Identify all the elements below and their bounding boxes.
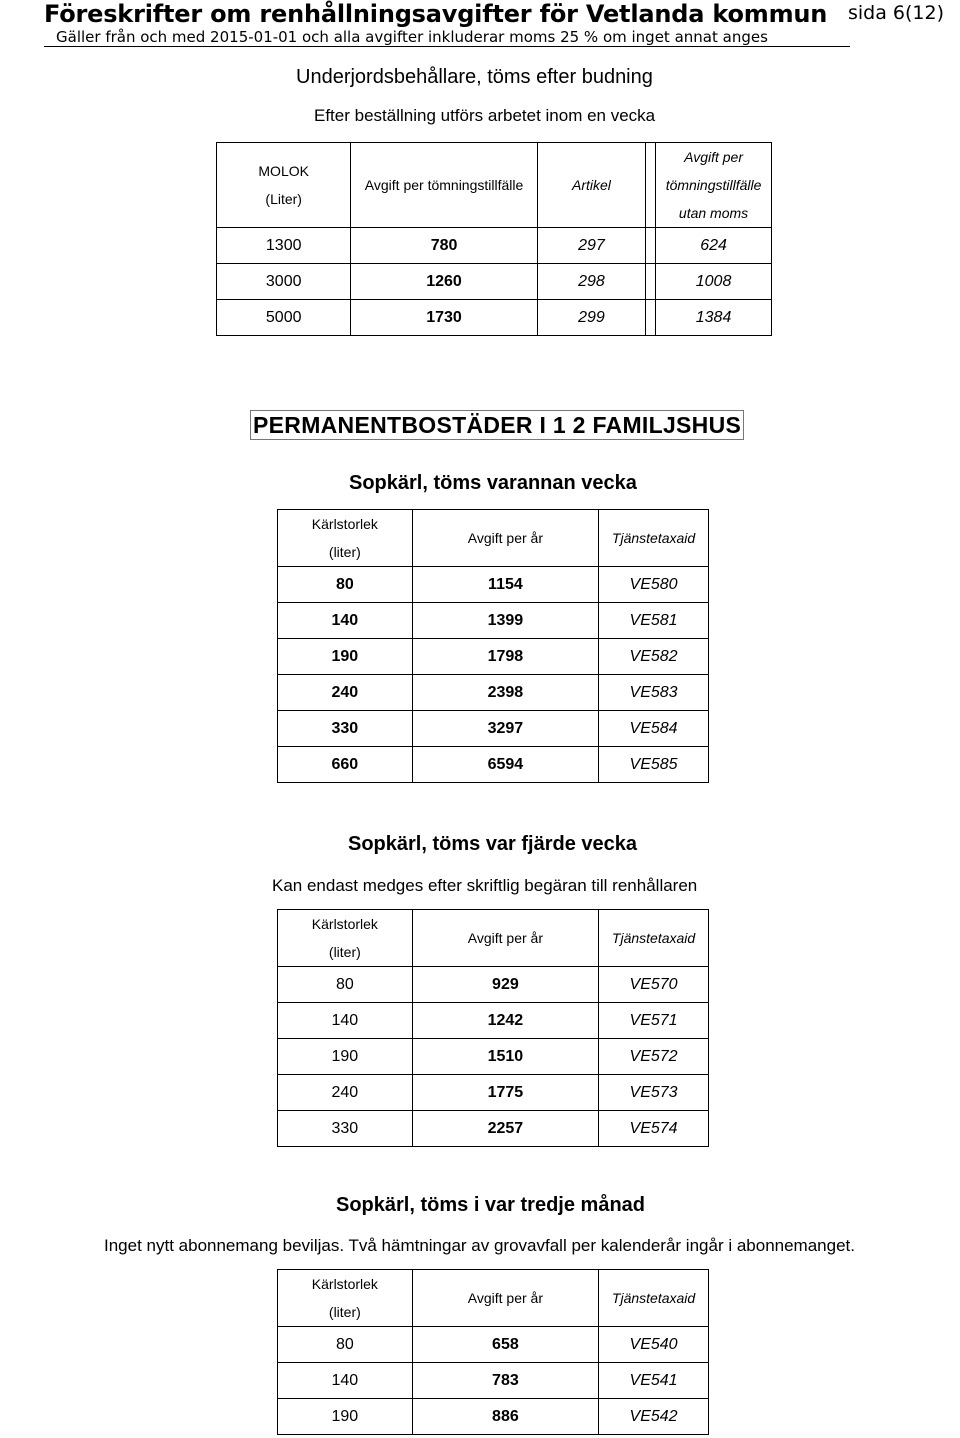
table-row	[278, 1039, 709, 1075]
table-row	[278, 1111, 709, 1147]
cell-service-id: VE573	[599, 1075, 709, 1111]
table-row	[278, 567, 709, 603]
separator-cell	[646, 143, 656, 228]
cell-service-id: VE571	[599, 1003, 709, 1039]
document-subtitle: Gäller från och med 2015-01-01 och alla avgifter inkluderar moms 25 % om inget annat anges	[56, 28, 768, 46]
separator-cell	[646, 228, 656, 264]
header-label: Avgift per	[684, 149, 743, 165]
table-row	[278, 1399, 709, 1435]
cell-size: 190	[278, 1399, 413, 1435]
page-number: sida 6(12)	[847, 2, 944, 24]
header-rule	[44, 46, 850, 47]
cell-service-id: VE580	[599, 567, 709, 603]
cell-size: 80	[278, 1327, 413, 1363]
cell-size: 190	[278, 1039, 413, 1075]
table-row	[278, 1363, 709, 1399]
fee-table-quarterly	[277, 1269, 709, 1435]
section-title: PERMANENTBOSTÄDER I 1 2 FAMILJSHUS	[250, 410, 744, 440]
table-row	[278, 967, 709, 1003]
header-cell-size	[278, 1270, 413, 1327]
cell-service-id: VE570	[599, 967, 709, 1003]
molok-note: Efter beställning utförs arbetet inom en vecka	[314, 106, 656, 125]
table3-note: Inget nytt abonnemang beviljas. Två hämtningar av grovavfall per kalenderår ingår i abonnemanget.	[104, 1236, 855, 1255]
header-cell-size	[217, 143, 351, 228]
cell-fee: 1775	[412, 1075, 598, 1111]
cell-size: 5000	[217, 300, 351, 336]
cell-size: 660	[278, 747, 413, 783]
cell-service-id: VE542	[599, 1399, 709, 1435]
table-header-row	[278, 910, 709, 967]
cell-fee: 1399	[412, 603, 598, 639]
cell-article: 298	[537, 264, 645, 300]
header-cell-id: Tjänstetaxaid	[599, 510, 709, 567]
separator-cell	[646, 264, 656, 300]
cell-fee: 1798	[412, 639, 598, 675]
cell-size: 140	[278, 603, 413, 639]
table-row	[278, 747, 709, 783]
header-label: MOLOK	[258, 163, 309, 179]
cell-size: 240	[278, 675, 413, 711]
cell-size: 1300	[217, 228, 351, 264]
cell-fee: 886	[412, 1399, 598, 1435]
cell-service-id: VE540	[599, 1327, 709, 1363]
header-cell-size	[278, 910, 413, 967]
cell-size: 140	[278, 1003, 413, 1039]
cell-size: 190	[278, 639, 413, 675]
cell-size: 240	[278, 1075, 413, 1111]
header-cell-fee: Avgift per år	[412, 910, 598, 967]
table1-heading: Sopkärl, töms varannan vecka	[349, 472, 637, 494]
cell-fee: 658	[412, 1327, 598, 1363]
table-row	[217, 264, 772, 300]
cell-fee: 1510	[412, 1039, 598, 1075]
table-body	[278, 1327, 709, 1435]
header-label: (liter)	[328, 944, 361, 960]
header-label: utan moms	[678, 205, 749, 221]
table-row	[278, 1327, 709, 1363]
cell-ex-vat: 1384	[656, 300, 772, 336]
cell-size: 80	[278, 567, 413, 603]
cell-ex-vat: 1008	[656, 264, 772, 300]
header-cell-fee: Avgift per år	[412, 1270, 598, 1327]
cell-fee: 6594	[412, 747, 598, 783]
fee-table-biweekly	[277, 509, 709, 783]
header-label: tömningstillfälle	[665, 177, 762, 193]
table-row	[278, 1075, 709, 1111]
header-cell-id: Tjänstetaxaid	[599, 1270, 709, 1327]
cell-size: 3000	[217, 264, 351, 300]
cell-fee: 2257	[412, 1111, 598, 1147]
cell-fee: 780	[351, 228, 537, 264]
header-cell-fee: Avgift per tömningstillfälle	[351, 143, 537, 228]
cell-fee: 3297	[412, 711, 598, 747]
table-row	[217, 228, 772, 264]
header-label: (Liter)	[265, 191, 302, 207]
table-row	[217, 300, 772, 336]
cell-service-id: VE583	[599, 675, 709, 711]
header-cell-article: Artikel	[537, 143, 645, 228]
cell-service-id: VE581	[599, 603, 709, 639]
table3-heading: Sopkärl, töms i var tredje månad	[336, 1194, 645, 1216]
header-cell-size	[278, 510, 413, 567]
header-label: Kärlstorlek	[311, 1276, 378, 1292]
table-row	[278, 603, 709, 639]
header-cell-id: Tjänstetaxaid	[599, 910, 709, 967]
header-label: (liter)	[328, 544, 361, 560]
cell-article: 297	[537, 228, 645, 264]
cell-fee: 1260	[351, 264, 537, 300]
table-header-row	[278, 1270, 709, 1327]
molok-heading: Underjordsbehållare, töms efter budning	[296, 66, 653, 88]
table-body	[278, 567, 709, 783]
cell-size: 140	[278, 1363, 413, 1399]
header-label: Kärlstorlek	[311, 516, 378, 532]
cell-service-id: VE574	[599, 1111, 709, 1147]
table-row	[278, 711, 709, 747]
table2-heading: Sopkärl, töms var fjärde vecka	[348, 833, 638, 855]
table-row	[278, 675, 709, 711]
document-title: Föreskrifter om renhållningsavgifter för Vetlanda kommun	[44, 0, 828, 28]
table-header-row	[278, 510, 709, 567]
cell-size: 330	[278, 711, 413, 747]
cell-size: 330	[278, 1111, 413, 1147]
cell-service-id: VE584	[599, 711, 709, 747]
cell-fee: 783	[412, 1363, 598, 1399]
cell-service-id: VE541	[599, 1363, 709, 1399]
separator-cell	[646, 300, 656, 336]
cell-fee: 2398	[412, 675, 598, 711]
table-row	[278, 639, 709, 675]
fee-table-fourweekly	[277, 909, 709, 1147]
cell-service-id: VE582	[599, 639, 709, 675]
cell-fee: 1242	[412, 1003, 598, 1039]
cell-fee: 1154	[412, 567, 598, 603]
cell-ex-vat: 624	[656, 228, 772, 264]
cell-size: 80	[278, 967, 413, 1003]
header-label: Kärlstorlek	[311, 916, 378, 932]
header-cell-ex-vat	[656, 143, 772, 228]
table2-note: Kan endast medges efter skriftlig begäran till renhållaren	[272, 876, 698, 895]
table-row	[278, 1003, 709, 1039]
cell-service-id: VE572	[599, 1039, 709, 1075]
cell-service-id: VE585	[599, 747, 709, 783]
table-body	[278, 967, 709, 1147]
cell-fee: 1730	[351, 300, 537, 336]
molok-table	[216, 142, 772, 336]
header-cell-fee: Avgift per år	[412, 510, 598, 567]
header-label: (liter)	[328, 1304, 361, 1320]
cell-fee: 929	[412, 967, 598, 1003]
cell-article: 299	[537, 300, 645, 336]
table-header-row	[217, 143, 772, 228]
